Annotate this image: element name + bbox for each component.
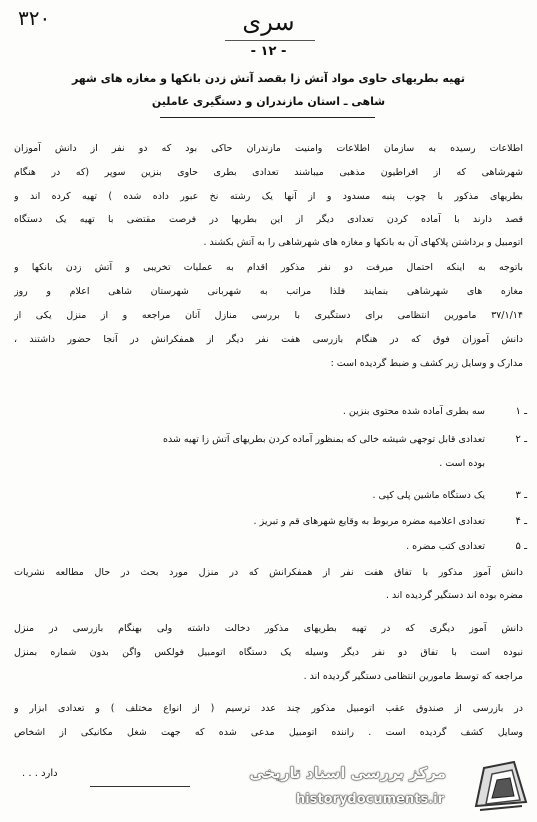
watermark-url: historydocuments.ir [295, 792, 444, 807]
title-underline [160, 117, 375, 118]
body-line: دانش آموزان فوق که در هنگام بازرسی هفت نفر دیگر از همفکرانش در آنجا حضور داشتند ، [14, 334, 523, 345]
list-item-text: یک دستگاه ماشین پلی کپی . [372, 490, 485, 501]
list-item-text: سه بطری آماده شده محتوی بنزین . [342, 406, 485, 417]
list-item-text: تعدادی کتب مضره . [406, 541, 485, 552]
body-line: دانش آموز مذکور با تفاق هفت نفر از همفکرانش که در منزل مورد بحث در حال مطالعه نشریات [14, 567, 523, 578]
body-line: اطلاعات رسیده به سازمان اطلاعات وامنیت مازندران حاکی بود که دو نفر از دانش آموزان [14, 143, 523, 154]
body-line: ۳۷/۱/۱۴ مامورین انتظامی برای دستگیری با بررسی منازل آنان مراجعه و از منزل یکی از [14, 310, 523, 321]
body-line: مدارک و وسایل زیر کشف و ضبط گردیده است : [330, 358, 523, 369]
report-title-line-2: شاهی ـ استان مازندران و دستگیری عاملین [151, 95, 386, 108]
classification-heading: سری [242, 8, 295, 36]
list-item-number: ۱ ـ [515, 406, 527, 417]
archive-logo-icon [470, 758, 530, 816]
list-item-number: ۳ ـ [515, 490, 527, 501]
heading-rule [225, 40, 315, 41]
body-line: مضره بوده اند دستگیر گردیده اند . [386, 590, 523, 601]
body-line: بطریهای مذکور با چوب پنبه مسدود و از آنها یک رشته نخ عبور داده شده ) تهیه کرده اند و [14, 191, 523, 202]
body-line: وسایل کشف گردیده است . راننده اتومبیل مدعی شده که جهت شغل مکانیکی از اشخاص [14, 727, 523, 738]
list-item-text: تعدادی اعلامیه مضره مربوط به وقایع شهرهای قم و تبریز . [253, 516, 485, 527]
list-item-text: تعدادی قابل توجهی شیشه خالی که بمنظور آماده کردن بطریهای آتش زا تهیه شده [162, 434, 485, 445]
list-item-number: ۴ ـ [515, 516, 527, 527]
body-line: قصد دارند با آماده کردن تعدادی دیگر از این بطریها در فرصت مقتضی با تهیه یک دستگاه [14, 214, 523, 225]
report-title-line-1: تهیه بطریهای حاوی مواد آتش زا بقصد آتش زدن بانکها و مغازه های شهر [71, 72, 466, 85]
body-line: در بازرسی از صندوق عقب اتومبیل مذکور چند عدد ترسیم ( از انواع مختلف ) و تعدادی ابزار و [14, 703, 523, 714]
continuation-note: دارد . . . [22, 768, 58, 779]
watermark-name: مرکز بررسی اسناد تاریخی [249, 764, 446, 782]
body-line: مراجعه که توسط مامورین انتظامی دستگیر گردیده اند . [303, 671, 523, 682]
body-line: مغازه های شهرشاهی بنمایند فلذا مراتب به شهربانی شهرستان شاهی اعلام و روز [14, 286, 523, 297]
document-number: ۳۲۰ [18, 6, 51, 30]
body-line: شهرشاهی که از افراطیون مذهبی میباشند تعدادی بطری حاوی بنزین سوپر (که در هنگام [14, 167, 523, 178]
footer-rule [90, 786, 190, 787]
list-item-text: بوده است . [439, 458, 485, 469]
body-line: باتوجه به اینکه احتمال میرفت دو نفر مذکور اقدام به عملیات تخریبی و آتش زدن بانکها و [14, 262, 523, 273]
list-item-number: ۲ ـ [515, 434, 527, 445]
list-item-number: ۵ ـ [515, 541, 527, 552]
body-line: نبوده است با تفاق دو نفر دیگر وسیله یک دستگاه اتومبیل فولکس واگن بدون شماره بمنزل [14, 647, 523, 658]
body-line: اتومبیل و برداشتن پلاکهای آن به بانکها و مغازه های شهرشاهی را به آتش بکشند . [203, 237, 523, 248]
body-line: دانش آموز دیگری که در تهیه بطریهای مذکور دخالت داشته ولی بهنگام بازرسی در منزل [14, 623, 523, 634]
page-number: - ۱۲ - [250, 44, 287, 59]
archive-watermark [236, 756, 532, 818]
